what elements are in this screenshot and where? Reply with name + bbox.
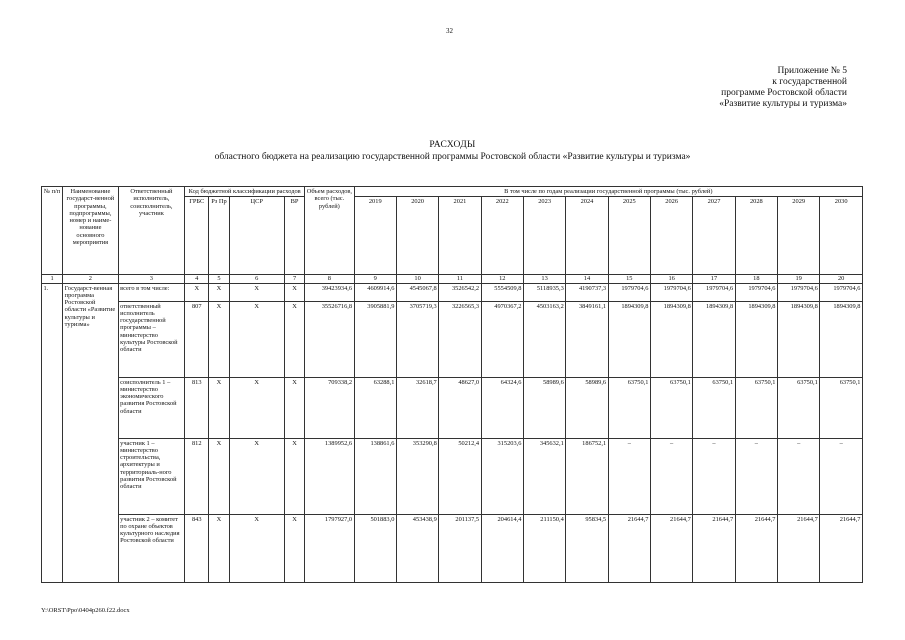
column-number: 10 — [396, 275, 438, 283]
year-value-cell: 48627,0 — [439, 377, 481, 438]
column-number: 4 — [185, 275, 209, 283]
year-value-cell: – — [778, 438, 820, 514]
year-value-cell: 3849161,1 — [566, 301, 608, 377]
column-number: 6 — [229, 275, 284, 283]
year-value-cell: – — [735, 438, 777, 514]
header-year-2019: 2019 — [354, 197, 396, 275]
rzpr-cell: Х — [209, 301, 229, 377]
responsible-cell: участник 2 – комитет по охране объектов культурного наследия Ростовской области — [118, 514, 185, 582]
year-value-cell: 63750,1 — [778, 377, 820, 438]
column-number-row — [42, 275, 863, 283]
year-value-cell: 1894309,8 — [650, 301, 692, 377]
column-number: 1 — [42, 275, 63, 283]
year-value-cell: 63288,1 — [354, 377, 396, 438]
year-value-cell: 1979704,6 — [650, 283, 692, 301]
header-year-2029: 2029 — [778, 197, 820, 275]
year-value-cell: 63750,1 — [693, 377, 735, 438]
header-year-2022: 2022 — [481, 197, 523, 275]
vr-cell: Х — [284, 377, 304, 438]
table-row-participant-2 — [42, 514, 863, 582]
header-year-2025: 2025 — [608, 197, 650, 275]
year-value-cell: 201137,5 — [439, 514, 481, 582]
year-value-cell: 63750,1 — [735, 377, 777, 438]
header-csr: ЦСР — [229, 197, 284, 275]
vr-cell: Х — [284, 301, 304, 377]
year-value-cell: 63750,1 — [608, 377, 650, 438]
header-year-2023: 2023 — [523, 197, 565, 275]
column-number: 9 — [354, 275, 396, 283]
year-value-cell: 3226565,3 — [439, 301, 481, 377]
header-year-2027: 2027 — [693, 197, 735, 275]
year-value-cell: – — [650, 438, 692, 514]
column-number: 13 — [523, 275, 565, 283]
program-number: 1. — [42, 283, 63, 582]
year-value-cell: 63750,1 — [650, 377, 692, 438]
table-row-coexecutor-1 — [42, 377, 863, 438]
header-volume: Объем расходов, всего (тыс. рублей) — [305, 187, 354, 275]
year-value-cell: 345632,1 — [523, 438, 565, 514]
csr-cell: Х — [229, 301, 284, 377]
header-year-2030: 2030 — [820, 197, 863, 275]
csr-cell: Х — [229, 283, 284, 301]
appendix-caption — [627, 66, 847, 110]
year-value-cell: 50212,4 — [439, 438, 481, 514]
csr-cell: Х — [229, 514, 284, 582]
column-number: 14 — [566, 275, 608, 283]
total-cell: 709338,2 — [305, 377, 354, 438]
responsible-cell: ответственный исполнитель государственной программы – министерство культуры Ростовской области — [118, 301, 185, 377]
year-value-cell: 5554509,8 — [481, 283, 523, 301]
total-cell: 1797927,0 — [305, 514, 354, 582]
year-value-cell: 21644,7 — [608, 514, 650, 582]
rzpr-cell: Х — [209, 438, 229, 514]
year-value-cell: 1894309,8 — [735, 301, 777, 377]
year-value-cell: 32618,7 — [396, 377, 438, 438]
column-number: 15 — [608, 275, 650, 283]
file-path-footer: Y:\ORST\Ppo\0404p260.f22.docx — [41, 607, 130, 614]
year-value-cell: 1979704,6 — [778, 283, 820, 301]
year-value-cell: – — [608, 438, 650, 514]
year-value-cell: 21644,7 — [650, 514, 692, 582]
year-value-cell: 1894309,8 — [608, 301, 650, 377]
year-value-cell: 138861,6 — [354, 438, 396, 514]
year-value-cell: 453438,9 — [396, 514, 438, 582]
header-year-2020: 2020 — [396, 197, 438, 275]
program-name: Государст-венная программа Ростовской области «Развитие культуры и туризма» — [63, 283, 118, 582]
year-value-cell: 1894309,8 — [820, 301, 863, 377]
year-value-cell: 315203,6 — [481, 438, 523, 514]
grbs-cell: 812 — [185, 438, 209, 514]
column-number: 7 — [284, 275, 304, 283]
year-value-cell: 58989,6 — [566, 377, 608, 438]
header-vr: ВР — [284, 197, 304, 275]
header-budget-code: Код бюджетной классификации расходов — [185, 187, 305, 197]
responsible-cell: участник 1 – министерство строительства, архитектуры и территориаль-ного развития Ростовской области — [118, 438, 185, 514]
appendix-line-1: Приложение № 5 — [777, 66, 847, 76]
page-number: 32 — [446, 27, 453, 35]
year-value-cell: 95834,5 — [566, 514, 608, 582]
year-value-cell: 21644,7 — [820, 514, 863, 582]
document-subtitle: областного бюджета на реализацию государственной программы Ростовской области «Развитие культуры и туризма» — [214, 152, 691, 162]
year-value-cell: 63750,1 — [820, 377, 863, 438]
year-value-cell: 3905881,9 — [354, 301, 396, 377]
column-number: 19 — [778, 275, 820, 283]
column-number: 11 — [439, 275, 481, 283]
rzpr-cell: Х — [209, 514, 229, 582]
csr-cell: Х — [229, 377, 284, 438]
header-year-2024: 2024 — [566, 197, 608, 275]
grbs-cell: 843 — [185, 514, 209, 582]
header-num: № п/п — [42, 187, 63, 275]
budget-table — [41, 186, 863, 583]
total-cell: 39423934,6 — [305, 283, 354, 301]
year-value-cell: 64324,6 — [481, 377, 523, 438]
column-number: 12 — [481, 275, 523, 283]
year-value-cell: 501883,0 — [354, 514, 396, 582]
year-value-cell: 4609914,6 — [354, 283, 396, 301]
year-value-cell: 1894309,8 — [778, 301, 820, 377]
header-year-2028: 2028 — [735, 197, 777, 275]
rzpr-cell: Х — [209, 283, 229, 301]
table-row-responsible — [42, 301, 863, 377]
column-number: 18 — [735, 275, 777, 283]
year-value-cell: 1979704,6 — [735, 283, 777, 301]
column-number: 2 — [63, 275, 118, 283]
grbs-cell: 813 — [185, 377, 209, 438]
header-responsible: Ответственный исполнитель, соисполнитель, участник — [118, 187, 185, 275]
year-value-cell: 1894309,8 — [693, 301, 735, 377]
year-value-cell: 21644,7 — [735, 514, 777, 582]
column-number: 5 — [209, 275, 229, 283]
total-cell: 35526716,8 — [305, 301, 354, 377]
document-title: РАСХОДЫ — [429, 140, 476, 150]
year-value-cell: 186752,1 — [566, 438, 608, 514]
column-number: 20 — [820, 275, 863, 283]
appendix-line-4: «Развитие культуры и туризма» — [719, 99, 847, 109]
year-value-cell: 21644,7 — [778, 514, 820, 582]
year-value-cell: 211150,4 — [523, 514, 565, 582]
grbs-cell: Х — [185, 283, 209, 301]
vr-cell: Х — [284, 283, 304, 301]
total-cell: 1389952,6 — [305, 438, 354, 514]
year-value-cell: 1979704,6 — [820, 283, 863, 301]
responsible-cell: всего в том числе: — [118, 283, 185, 301]
column-number: 17 — [693, 275, 735, 283]
header-rzpr: Рз Пр — [209, 197, 229, 275]
header-grbs: ГРБС — [185, 197, 209, 275]
year-value-cell: 4190737,3 — [566, 283, 608, 301]
year-value-cell: 3526542,2 — [439, 283, 481, 301]
table-row-total — [42, 283, 863, 301]
year-value-cell: 204614,4 — [481, 514, 523, 582]
year-value-cell: 5118935,3 — [523, 283, 565, 301]
table-row-participant-1 — [42, 438, 863, 514]
column-number: 8 — [305, 275, 354, 283]
column-number: 16 — [650, 275, 692, 283]
grbs-cell: 807 — [185, 301, 209, 377]
year-value-cell: 1979704,6 — [693, 283, 735, 301]
year-value-cell: 4970367,2 — [481, 301, 523, 377]
csr-cell: Х — [229, 438, 284, 514]
year-value-cell: 58989,6 — [523, 377, 565, 438]
header-years-group: В том числе по годам реализации государственной программы (тыс. рублей) — [354, 187, 862, 197]
year-value-cell: – — [693, 438, 735, 514]
year-value-cell: 1979704,6 — [608, 283, 650, 301]
header-name: Наименование государст-венной программы, подпрограммы, номер и наиме-нование основного мероприятия — [63, 187, 118, 275]
header-year-2026: 2026 — [650, 197, 692, 275]
year-value-cell: 4503163,2 — [523, 301, 565, 377]
responsible-cell: соисполнитель 1 – министерство экономического развития Ростовской области — [118, 377, 185, 438]
column-number: 3 — [118, 275, 185, 283]
year-value-cell: – — [820, 438, 863, 514]
appendix-line-3: программе Ростовской области — [721, 88, 847, 98]
year-value-cell: 4545067,8 — [396, 283, 438, 301]
year-value-cell: 21644,7 — [693, 514, 735, 582]
appendix-line-2: к государственной — [772, 77, 847, 87]
year-value-cell: 353290,8 — [396, 438, 438, 514]
year-value-cell: 3705719,3 — [396, 301, 438, 377]
rzpr-cell: Х — [209, 377, 229, 438]
header-year-2021: 2021 — [439, 197, 481, 275]
vr-cell: Х — [284, 514, 304, 582]
vr-cell: Х — [284, 438, 304, 514]
